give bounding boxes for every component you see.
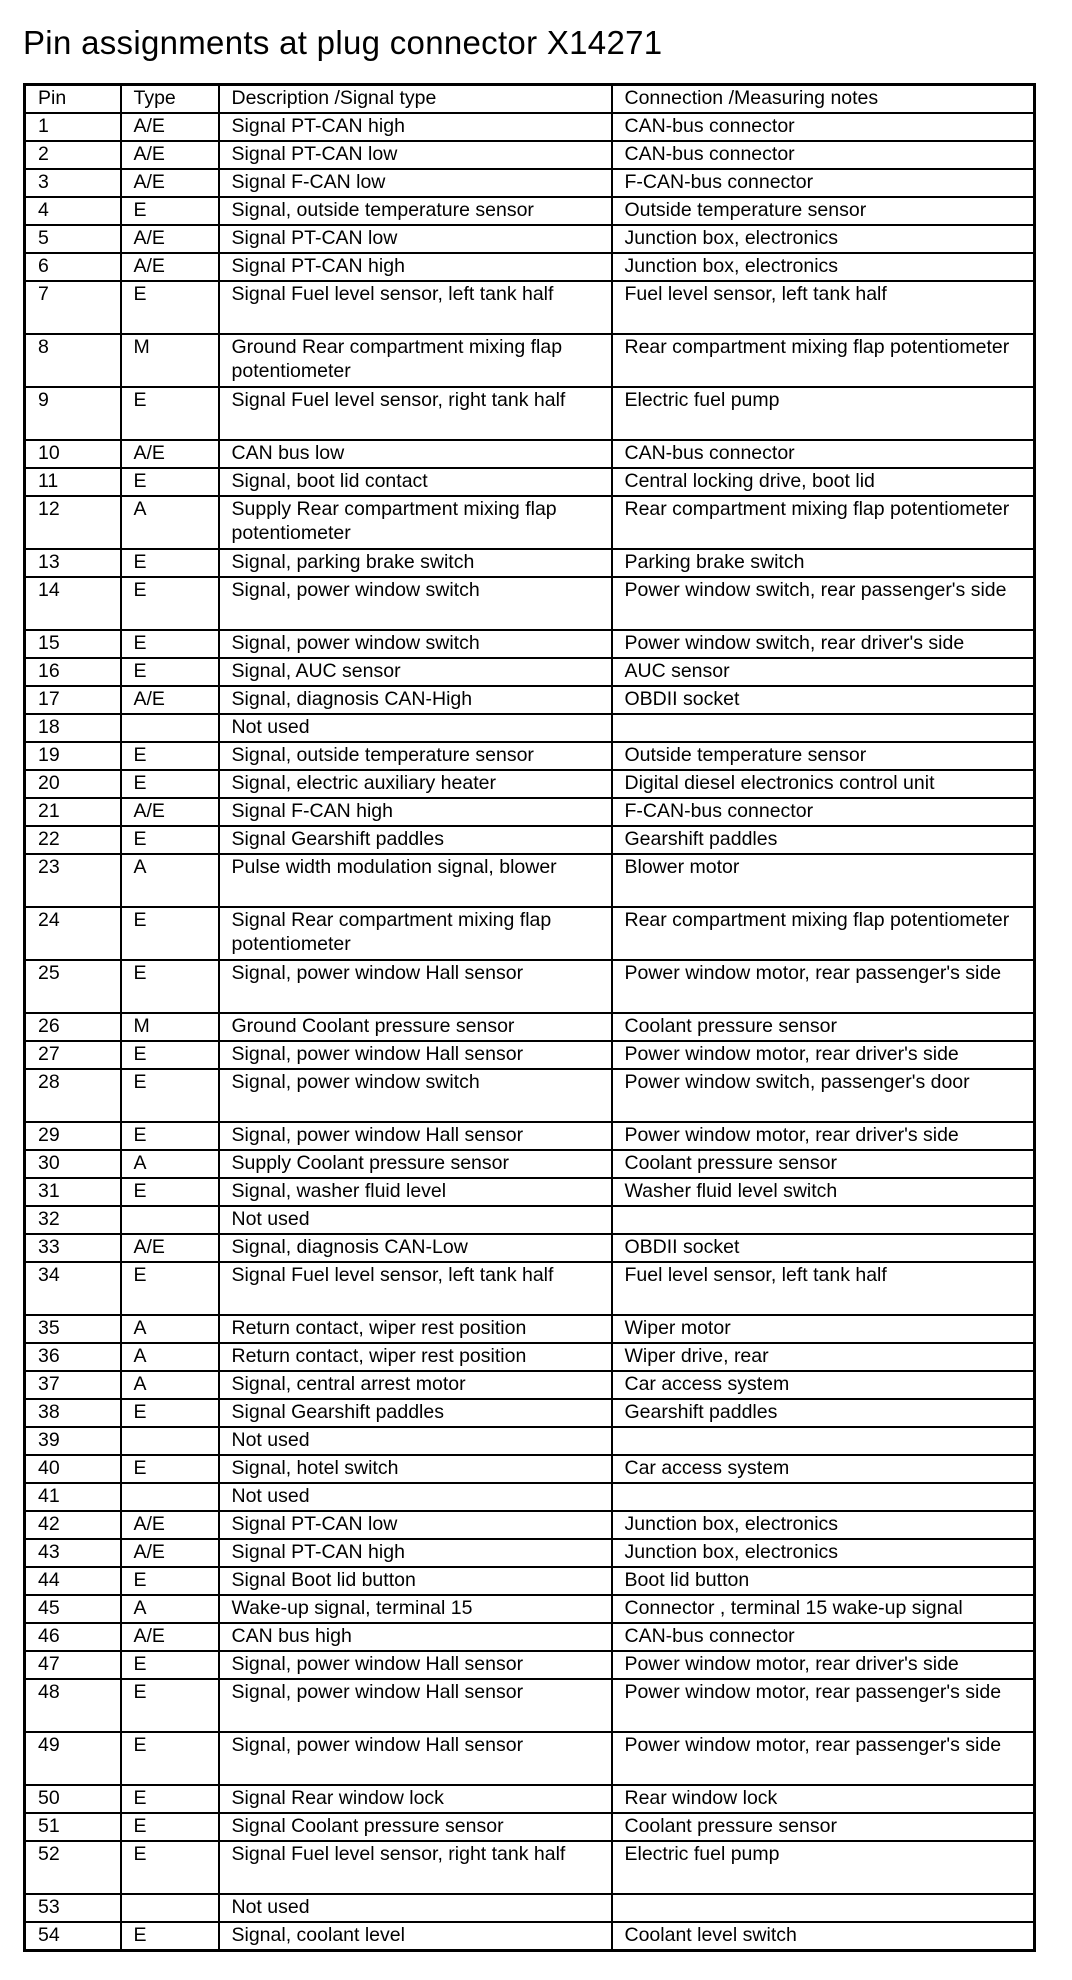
table-row xyxy=(25,1234,1035,1262)
cell-pin: 12 xyxy=(25,496,121,549)
table-row xyxy=(25,1041,1035,1069)
table-row xyxy=(25,630,1035,658)
cell-connection: Power window motor, rear driver's side xyxy=(612,1041,1035,1069)
cell-connection: Coolant pressure sensor xyxy=(612,1150,1035,1178)
table-row xyxy=(25,1069,1035,1122)
cell-type: M xyxy=(121,1013,219,1041)
cell-pin: 45 xyxy=(25,1595,121,1623)
cell-description: Signal PT-CAN low xyxy=(219,225,612,253)
cell-type: A/E xyxy=(121,141,219,169)
cell-type: A xyxy=(121,1595,219,1623)
cell-description: Not used xyxy=(219,1427,612,1455)
table-row xyxy=(25,1651,1035,1679)
table-row xyxy=(25,1371,1035,1399)
cell-connection xyxy=(612,714,1035,742)
cell-description: Signal, central arrest motor xyxy=(219,1371,612,1399)
cell-type xyxy=(121,1894,219,1922)
cell-description: Signal, power window Hall sensor xyxy=(219,1041,612,1069)
table-row xyxy=(25,1922,1035,1951)
cell-pin: 3 xyxy=(25,169,121,197)
cell-description: Signal, power window switch xyxy=(219,630,612,658)
cell-connection: CAN-bus connector xyxy=(612,113,1035,141)
cell-connection: Car access system xyxy=(612,1455,1035,1483)
cell-type: E xyxy=(121,468,219,496)
cell-type: E xyxy=(121,1813,219,1841)
cell-connection: Rear compartment mixing flap potentiometer xyxy=(612,496,1035,549)
cell-connection: Junction box, electronics xyxy=(612,1539,1035,1567)
table-body xyxy=(25,113,1035,1951)
cell-type: E xyxy=(121,907,219,960)
cell-type: E xyxy=(121,1567,219,1595)
table-row xyxy=(25,1013,1035,1041)
cell-description: Signal Gearshift paddles xyxy=(219,1399,612,1427)
cell-description: Signal Boot lid button xyxy=(219,1567,612,1595)
header-row xyxy=(25,85,1035,114)
table-row xyxy=(25,1785,1035,1813)
cell-description: Signal Fuel level sensor, left tank half xyxy=(219,281,612,334)
cell-type: A/E xyxy=(121,1511,219,1539)
cell-type: E xyxy=(121,770,219,798)
table-row xyxy=(25,1399,1035,1427)
table-row xyxy=(25,549,1035,577)
cell-pin: 47 xyxy=(25,1651,121,1679)
cell-description: CAN bus low xyxy=(219,440,612,468)
cell-description: Signal Fuel level sensor, right tank half xyxy=(219,387,612,440)
table-row xyxy=(25,1122,1035,1150)
cell-pin: 20 xyxy=(25,770,121,798)
cell-connection: Washer fluid level switch xyxy=(612,1178,1035,1206)
cell-pin: 19 xyxy=(25,742,121,770)
cell-description: Return contact, wiper rest position xyxy=(219,1343,612,1371)
cell-type: A xyxy=(121,1343,219,1371)
cell-connection: Rear window lock xyxy=(612,1785,1035,1813)
table-row xyxy=(25,854,1035,907)
cell-connection: Gearshift paddles xyxy=(612,1399,1035,1427)
cell-description: Signal PT-CAN low xyxy=(219,141,612,169)
cell-type: E xyxy=(121,387,219,440)
cell-type: A/E xyxy=(121,1539,219,1567)
cell-description: Signal, outside temperature sensor xyxy=(219,197,612,225)
cell-description: Signal F-CAN low xyxy=(219,169,612,197)
cell-type xyxy=(121,1206,219,1234)
cell-description: Signal, power window Hall sensor xyxy=(219,1122,612,1150)
cell-connection: Power window motor, rear passenger's side xyxy=(612,1679,1035,1732)
cell-pin: 42 xyxy=(25,1511,121,1539)
cell-description: Signal Fuel level sensor, left tank half xyxy=(219,1262,612,1315)
cell-description: Signal Rear compartment mixing flap potentiometer xyxy=(219,907,612,960)
table-row xyxy=(25,1567,1035,1595)
cell-type: E xyxy=(121,1785,219,1813)
cell-description: Signal, power window switch xyxy=(219,577,612,630)
cell-pin: 24 xyxy=(25,907,121,960)
table-row xyxy=(25,1511,1035,1539)
cell-connection: Power window motor, rear driver's side xyxy=(612,1122,1035,1150)
cell-type: A/E xyxy=(121,169,219,197)
cell-connection: F-CAN-bus connector xyxy=(612,169,1035,197)
cell-connection: Power window switch, passenger's door xyxy=(612,1069,1035,1122)
cell-pin: 33 xyxy=(25,1234,121,1262)
cell-pin: 25 xyxy=(25,960,121,1013)
cell-type xyxy=(121,1483,219,1511)
cell-type: E xyxy=(121,1651,219,1679)
cell-pin: 39 xyxy=(25,1427,121,1455)
cell-description: Not used xyxy=(219,1894,612,1922)
cell-pin: 7 xyxy=(25,281,121,334)
cell-type: E xyxy=(121,1841,219,1894)
cell-connection: Rear compartment mixing flap potentiometer xyxy=(612,334,1035,387)
cell-pin: 35 xyxy=(25,1315,121,1343)
cell-pin: 10 xyxy=(25,440,121,468)
cell-description: Signal, outside temperature sensor xyxy=(219,742,612,770)
table-row xyxy=(25,113,1035,141)
cell-connection: OBDII socket xyxy=(612,1234,1035,1262)
table-row xyxy=(25,169,1035,197)
cell-connection: Electric fuel pump xyxy=(612,1841,1035,1894)
cell-connection: Power window switch, rear passenger's side xyxy=(612,577,1035,630)
cell-pin: 30 xyxy=(25,1150,121,1178)
cell-pin: 28 xyxy=(25,1069,121,1122)
table-row xyxy=(25,1894,1035,1922)
cell-description: Signal, AUC sensor xyxy=(219,658,612,686)
cell-connection: Junction box, electronics xyxy=(612,253,1035,281)
table-row xyxy=(25,1262,1035,1315)
cell-description: Not used xyxy=(219,1206,612,1234)
cell-type: E xyxy=(121,630,219,658)
cell-description: Supply Coolant pressure sensor xyxy=(219,1150,612,1178)
table-row xyxy=(25,1178,1035,1206)
cell-connection: Car access system xyxy=(612,1371,1035,1399)
cell-type: A/E xyxy=(121,1234,219,1262)
cell-pin: 5 xyxy=(25,225,121,253)
cell-description: Signal PT-CAN high xyxy=(219,113,612,141)
table-header xyxy=(25,85,1035,114)
cell-description: Signal, power window Hall sensor xyxy=(219,1651,612,1679)
table-row xyxy=(25,960,1035,1013)
header-type: Type xyxy=(121,85,219,114)
table-row xyxy=(25,1813,1035,1841)
cell-connection: Wiper drive, rear xyxy=(612,1343,1035,1371)
cell-type: A xyxy=(121,1150,219,1178)
cell-type: E xyxy=(121,1679,219,1732)
table-row xyxy=(25,387,1035,440)
cell-description: Wake-up signal, terminal 15 xyxy=(219,1595,612,1623)
cell-connection: Parking brake switch xyxy=(612,549,1035,577)
cell-type: E xyxy=(121,742,219,770)
cell-description: Signal, parking brake switch xyxy=(219,549,612,577)
cell-connection: Blower motor xyxy=(612,854,1035,907)
cell-pin: 36 xyxy=(25,1343,121,1371)
cell-description: Signal, electric auxiliary heater xyxy=(219,770,612,798)
cell-pin: 40 xyxy=(25,1455,121,1483)
cell-pin: 32 xyxy=(25,1206,121,1234)
table-row xyxy=(25,1732,1035,1785)
table-row xyxy=(25,496,1035,549)
table-row xyxy=(25,1150,1035,1178)
cell-pin: 11 xyxy=(25,468,121,496)
cell-pin: 34 xyxy=(25,1262,121,1315)
cell-connection: Digital diesel electronics control unit xyxy=(612,770,1035,798)
cell-description: Signal, boot lid contact xyxy=(219,468,612,496)
cell-pin: 51 xyxy=(25,1813,121,1841)
table-row xyxy=(25,1623,1035,1651)
cell-pin: 15 xyxy=(25,630,121,658)
cell-pin: 44 xyxy=(25,1567,121,1595)
cell-connection: Power window switch, rear driver's side xyxy=(612,630,1035,658)
table-row xyxy=(25,714,1035,742)
table-row xyxy=(25,798,1035,826)
cell-type: A/E xyxy=(121,440,219,468)
table-row xyxy=(25,225,1035,253)
cell-connection: Power window motor, rear passenger's side xyxy=(612,1732,1035,1785)
cell-pin: 4 xyxy=(25,197,121,225)
table-row xyxy=(25,253,1035,281)
cell-pin: 26 xyxy=(25,1013,121,1041)
cell-description: Signal Gearshift paddles xyxy=(219,826,612,854)
cell-pin: 48 xyxy=(25,1679,121,1732)
cell-description: Signal, diagnosis CAN-Low xyxy=(219,1234,612,1262)
cell-type: E xyxy=(121,549,219,577)
cell-pin: 1 xyxy=(25,113,121,141)
cell-pin: 31 xyxy=(25,1178,121,1206)
cell-connection: Connector , terminal 15 wake-up signal xyxy=(612,1595,1035,1623)
cell-pin: 50 xyxy=(25,1785,121,1813)
cell-connection: Coolant pressure sensor xyxy=(612,1813,1035,1841)
cell-pin: 43 xyxy=(25,1539,121,1567)
cell-connection: OBDII socket xyxy=(612,686,1035,714)
cell-pin: 21 xyxy=(25,798,121,826)
cell-description: Signal, power window Hall sensor xyxy=(219,1679,612,1732)
cell-connection: Coolant pressure sensor xyxy=(612,1013,1035,1041)
header-description: Description /Signal type xyxy=(219,85,612,114)
cell-type: E xyxy=(121,281,219,334)
table-row xyxy=(25,1343,1035,1371)
table-row xyxy=(25,1679,1035,1732)
cell-pin: 38 xyxy=(25,1399,121,1427)
cell-connection: Fuel level sensor, left tank half xyxy=(612,1262,1035,1315)
cell-type: E xyxy=(121,658,219,686)
table-row xyxy=(25,826,1035,854)
cell-type: E xyxy=(121,1041,219,1069)
document-title: Pin assignments at plug connector X14271 xyxy=(23,24,663,61)
cell-type: A xyxy=(121,1371,219,1399)
cell-connection: CAN-bus connector xyxy=(612,1623,1035,1651)
cell-pin: 37 xyxy=(25,1371,121,1399)
cell-connection: CAN-bus connector xyxy=(612,440,1035,468)
cell-connection: Electric fuel pump xyxy=(612,387,1035,440)
header-connection: Connection /Measuring notes xyxy=(612,85,1035,114)
cell-connection: Coolant level switch xyxy=(612,1922,1035,1951)
cell-connection: Fuel level sensor, left tank half xyxy=(612,281,1035,334)
cell-pin: 18 xyxy=(25,714,121,742)
header-pin: Pin xyxy=(25,85,121,114)
table-row xyxy=(25,1595,1035,1623)
table-row xyxy=(25,770,1035,798)
cell-pin: 46 xyxy=(25,1623,121,1651)
cell-description: Signal PT-CAN high xyxy=(219,1539,612,1567)
cell-type: E xyxy=(121,1922,219,1951)
table-row xyxy=(25,1539,1035,1567)
cell-type: M xyxy=(121,334,219,387)
cell-description: Not used xyxy=(219,714,612,742)
cell-type: E xyxy=(121,1178,219,1206)
cell-connection: Gearshift paddles xyxy=(612,826,1035,854)
table-row xyxy=(25,1206,1035,1234)
table-row xyxy=(25,1455,1035,1483)
cell-type: E xyxy=(121,197,219,225)
cell-description: Ground Coolant pressure sensor xyxy=(219,1013,612,1041)
cell-pin: 16 xyxy=(25,658,121,686)
cell-description: Signal, washer fluid level xyxy=(219,1178,612,1206)
cell-description: Signal Rear window lock xyxy=(219,1785,612,1813)
cell-connection xyxy=(612,1206,1035,1234)
cell-type: E xyxy=(121,1732,219,1785)
cell-connection xyxy=(612,1894,1035,1922)
cell-pin: 27 xyxy=(25,1041,121,1069)
table-row xyxy=(25,334,1035,387)
cell-connection: AUC sensor xyxy=(612,658,1035,686)
cell-pin: 49 xyxy=(25,1732,121,1785)
cell-connection: Outside temperature sensor xyxy=(612,197,1035,225)
table-row xyxy=(25,468,1035,496)
table-row xyxy=(25,1427,1035,1455)
cell-connection: F-CAN-bus connector xyxy=(612,798,1035,826)
cell-connection: Central locking drive, boot lid xyxy=(612,468,1035,496)
cell-pin: 9 xyxy=(25,387,121,440)
cell-type: A/E xyxy=(121,225,219,253)
cell-description: Return contact, wiper rest position xyxy=(219,1315,612,1343)
cell-pin: 14 xyxy=(25,577,121,630)
cell-pin: 17 xyxy=(25,686,121,714)
cell-pin: 29 xyxy=(25,1122,121,1150)
cell-description: Signal, hotel switch xyxy=(219,1455,612,1483)
cell-connection: CAN-bus connector xyxy=(612,141,1035,169)
cell-pin: 13 xyxy=(25,549,121,577)
cell-type: A/E xyxy=(121,1623,219,1651)
cell-connection: Junction box, electronics xyxy=(612,225,1035,253)
cell-type: A/E xyxy=(121,253,219,281)
table-row xyxy=(25,658,1035,686)
cell-connection: Power window motor, rear driver's side xyxy=(612,1651,1035,1679)
table-row xyxy=(25,1483,1035,1511)
cell-pin: 6 xyxy=(25,253,121,281)
cell-type: E xyxy=(121,960,219,1013)
cell-type: A xyxy=(121,854,219,907)
table-row xyxy=(25,197,1035,225)
cell-pin: 22 xyxy=(25,826,121,854)
cell-description: Signal, coolant level xyxy=(219,1922,612,1951)
cell-description: Signal F-CAN high xyxy=(219,798,612,826)
cell-type: A xyxy=(121,496,219,549)
cell-description: Supply Rear compartment mixing flap potentiometer xyxy=(219,496,612,549)
cell-pin: 8 xyxy=(25,334,121,387)
cell-connection: Power window motor, rear passenger's side xyxy=(612,960,1035,1013)
cell-description: Signal, power window switch xyxy=(219,1069,612,1122)
cell-description: CAN bus high xyxy=(219,1623,612,1651)
cell-connection: Wiper motor xyxy=(612,1315,1035,1343)
cell-type: E xyxy=(121,1122,219,1150)
cell-type: A xyxy=(121,1315,219,1343)
cell-connection: Boot lid button xyxy=(612,1567,1035,1595)
cell-description: Signal, power window Hall sensor xyxy=(219,960,612,1013)
cell-pin: 2 xyxy=(25,141,121,169)
cell-type: E xyxy=(121,826,219,854)
cell-type: A/E xyxy=(121,798,219,826)
table-row xyxy=(25,686,1035,714)
table-row xyxy=(25,281,1035,334)
cell-description: Signal, diagnosis CAN-High xyxy=(219,686,612,714)
cell-connection: Junction box, electronics xyxy=(612,1511,1035,1539)
cell-type xyxy=(121,1427,219,1455)
cell-connection: Outside temperature sensor xyxy=(612,742,1035,770)
cell-pin: 53 xyxy=(25,1894,121,1922)
table-row xyxy=(25,907,1035,960)
cell-pin: 54 xyxy=(25,1922,121,1951)
cell-pin: 23 xyxy=(25,854,121,907)
table-row xyxy=(25,1315,1035,1343)
cell-description: Signal, power window Hall sensor xyxy=(219,1732,612,1785)
cell-type: A/E xyxy=(121,113,219,141)
cell-description: Pulse width modulation signal, blower xyxy=(219,854,612,907)
cell-type: E xyxy=(121,1399,219,1427)
cell-pin: 41 xyxy=(25,1483,121,1511)
cell-connection xyxy=(612,1483,1035,1511)
cell-description: Not used xyxy=(219,1483,612,1511)
table-row xyxy=(25,577,1035,630)
cell-type: E xyxy=(121,1455,219,1483)
cell-description: Signal PT-CAN low xyxy=(219,1511,612,1539)
cell-description: Signal Fuel level sensor, right tank half xyxy=(219,1841,612,1894)
cell-pin: 52 xyxy=(25,1841,121,1894)
cell-type: A/E xyxy=(121,686,219,714)
cell-description: Ground Rear compartment mixing flap potentiometer xyxy=(219,334,612,387)
cell-connection: Rear compartment mixing flap potentiometer xyxy=(612,907,1035,960)
cell-type: E xyxy=(121,1069,219,1122)
cell-type xyxy=(121,714,219,742)
cell-type: E xyxy=(121,577,219,630)
table-row xyxy=(25,1841,1035,1894)
cell-connection xyxy=(612,1427,1035,1455)
table-row xyxy=(25,742,1035,770)
pin-assignment-table xyxy=(23,83,1036,1952)
table-row xyxy=(25,141,1035,169)
cell-description: Signal PT-CAN high xyxy=(219,253,612,281)
cell-type: E xyxy=(121,1262,219,1315)
cell-description: Signal Coolant pressure sensor xyxy=(219,1813,612,1841)
table-row xyxy=(25,440,1035,468)
